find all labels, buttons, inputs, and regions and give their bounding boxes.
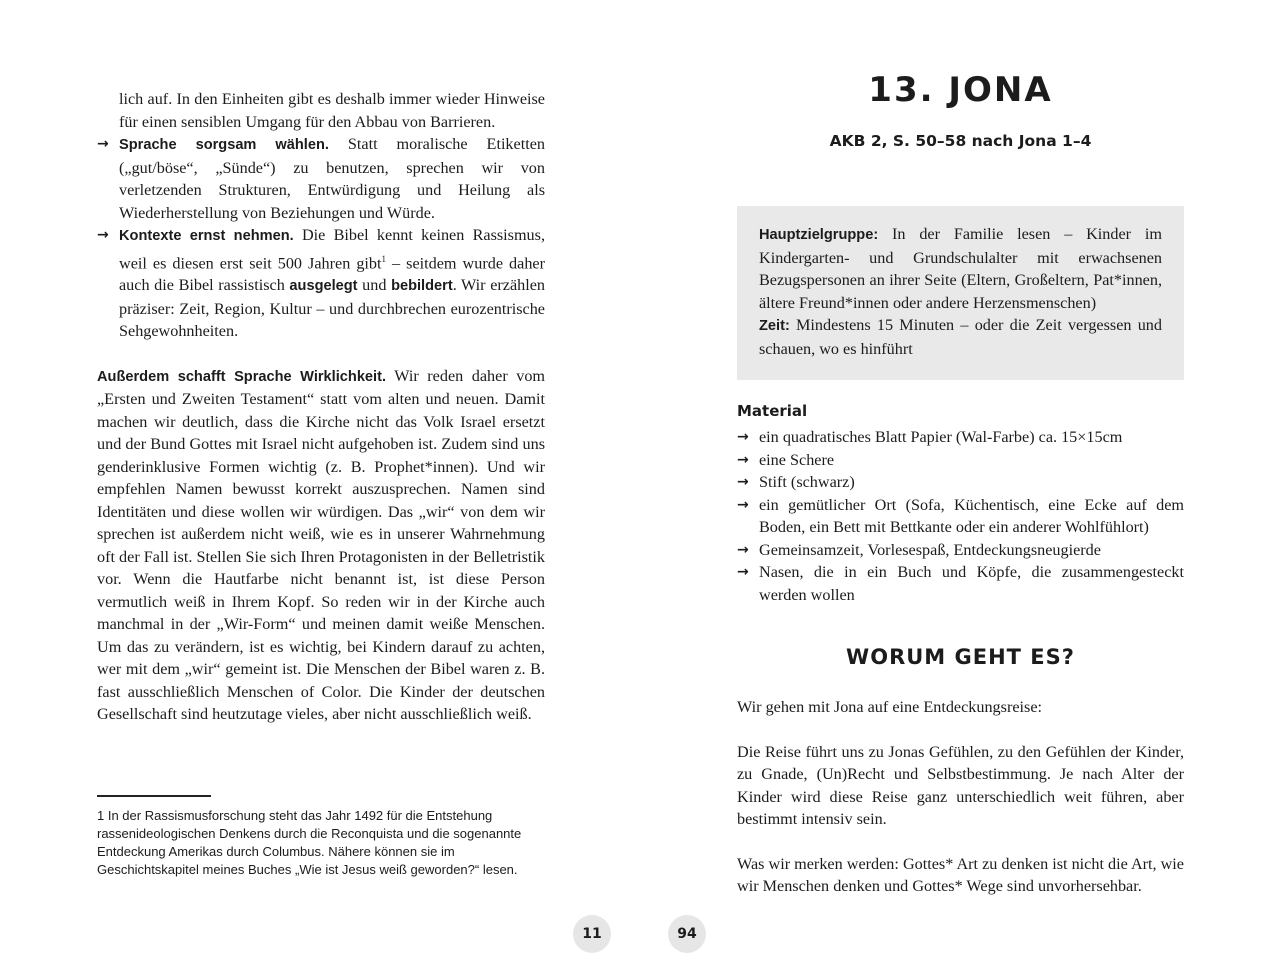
body-paragraph: Wir gehen mit Jona auf eine Entdeckungsreise:: [737, 698, 1043, 716]
chapter-subtitle: AKB 2, S. 50–58 nach Jona 1–4: [829, 132, 1092, 150]
bullet-text: Die Bibel kennt keinen Rassismus, weil es diesen erst seit 500 Jahren gibt: [119, 226, 545, 272]
body-paragraph: Was wir merken werden: Gottes* Art zu denken ist nicht die Art, wie wir Menschen denken und Gottes* Wege sind unvorhersehbar.: [737, 854, 1184, 895]
material-item: Gemeinsamzeit, Vorlesespaß, Entdeckungsneugierde: [759, 540, 1101, 559]
list-item: [737, 471, 1184, 494]
page-number-right: 94: [668, 915, 706, 953]
material-heading: Material: [737, 402, 808, 420]
list-item: [737, 539, 1184, 562]
list-item: [97, 133, 545, 224]
intro-paragraph: lich auf. In den Einheiten gibt es deshalb immer wieder Hinweise für einen sensiblen Umgang für den Abbau von Barrieren.: [119, 90, 545, 131]
list-item: [97, 224, 545, 343]
left-page: [97, 88, 545, 726]
body-paragraph: Die Reise führt uns zu Jonas Gefühlen, zu den Gefühlen der Kinder, zu Gnade, (Un)Recht und Selbstbestimmung. Je nach Alter der Kinder wird diese Reise ganz unterschiedlich weit führen, aber bestimmt intensiv sein.: [737, 742, 1184, 828]
arrow-right-icon: →: [737, 451, 749, 468]
footnote-divider: [97, 795, 211, 797]
material-item: eine Schere: [759, 450, 835, 469]
material-item: ein gemütlicher Ort (Sofa, Küchentisch, eine Ecke auf dem Boden, ein Bett mit Bettkante oder ein anderer Wohlfühlort): [759, 495, 1184, 536]
material-item: Nasen, die in ein Buch und Köpfe, die zusammengesteckt werden wollen: [759, 563, 1184, 604]
list-item: [737, 561, 1184, 606]
body-paragraph: [97, 365, 545, 726]
footnote: 1 In der Rassismusforschung steht das Jahr 1492 für die Entstehung rassenideologischen Denkens durch die Reconquista und die sogenannte Entdeckung Amerikas durch Columbus. Nähere können sie im Geschichtskapitel meines Buches „Wie ist Jesus weiß geworden?“ lesen.: [97, 808, 522, 877]
page-number-left: 11: [573, 915, 611, 953]
bullet-lead: Kontexte ernst nehmen.: [119, 228, 294, 244]
paragraph-lead: Außerdem schafft Sprache Wirklichkeit.: [97, 368, 387, 385]
section-body: [737, 696, 1184, 898]
info-box: [737, 206, 1184, 380]
bullet-text: Statt moralische Etiketten („gut/böse“, „Sünde“) zu benutzen, sprechen wir von verletzenden Strukturen, Entwürdigung und Heilung als Wiederherstellung von Beziehungen und Würde.: [119, 135, 545, 222]
list-item: [737, 426, 1184, 449]
material-list: [737, 426, 1184, 606]
material-item: Stift (schwarz): [759, 473, 855, 491]
time-label: Zeit:: [759, 318, 790, 334]
arrow-right-icon: →: [97, 136, 109, 152]
emphasis: bebildert: [391, 278, 453, 295]
arrow-right-icon: →: [737, 541, 749, 558]
list-item: [737, 449, 1184, 472]
arrow-right-icon: →: [737, 474, 749, 490]
footnote-ref[interactable]: 1: [381, 253, 387, 264]
arrow-right-icon: →: [737, 429, 749, 445]
target-label: Hauptzielgruppe:: [759, 227, 879, 243]
target-text: In der Familie lesen – Kinder im Kindergarten- und Grundschulalter mit erwachsenen Bezugspersonen an ihrer Seite (Eltern, Großeltern, Pat*innen, ältere Freund*innen oder andere Herzensmenschen): [759, 225, 1162, 312]
arrow-right-icon: →: [737, 564, 749, 580]
bullet-lead: Sprache sorgsam wählen.: [119, 137, 329, 153]
bullet-text: und: [357, 276, 392, 295]
bullet-text: – seitdem wurde daher auch die Bibel rassistisch: [119, 253, 545, 295]
time-text: Mindestens 15 Minuten – oder die Zeit vergessen und schauen, wo es hinführt: [759, 316, 1162, 358]
paragraph-text: Wir reden daher vom „Ersten und Zweiten Testament“ statt vom alten und neuen. Damit machen wir deutlich, dass die Kirche nicht das Volk Israel ersetzt und der Bund Gottes mit Israel nicht aufgehoben ist. Zudem sind uns genderinklusive Formen wichtig (z. B. Prophet*innen). Und wir empfehlen Namen bewusst korrekt auszusprechen. Namen sind Identitäten und diese wollen wir würdigen. Das „wir“ von dem wir sprechen ist außerdem nicht weiß, wie es in unserer Wahrnehmung oft der Fall ist. Stellen Sie sich Ihren Protagonisten in der Belletristik vor. Wenn die Hautfarbe nicht benannt ist, ist diese Person vermutlich weiß in Ihrem Kopf. So reden wir in der Kirche auch manchmal in der „Wir-Form“ und meinen damit weiße Menschen. Um das zu verändern, ist es wichtig, bei Kindern darauf zu achten, wer mit dem „wir“ gemeint ist. Die Menschen der Bibel waren z. B. fast ausschließlich Menschen of Color. Die Kinder der deutschen Gesellschaft sind heutzutage vieles, aber nicht ausschließlich weiß.: [97, 366, 546, 724]
emphasis: ausgelegt: [289, 278, 358, 295]
target-group: [759, 223, 1162, 360]
right-page: [737, 60, 1184, 895]
chapter-title: 13. JONA: [868, 70, 1053, 110]
arrow-right-icon: →: [97, 227, 109, 243]
arrow-right-icon: →: [737, 496, 749, 513]
section-heading: WORUM GEHT ES?: [846, 645, 1075, 669]
list-item: [737, 494, 1184, 539]
material-item: ein quadratisches Blatt Papier (Wal-Farbe) ca. 15×15cm: [759, 428, 1123, 446]
bullet-text: . Wir erzählen präziser: Zeit, Region, Kultur – und durchbrechen eurozentrische Sehgewohnheiten.: [119, 276, 546, 341]
